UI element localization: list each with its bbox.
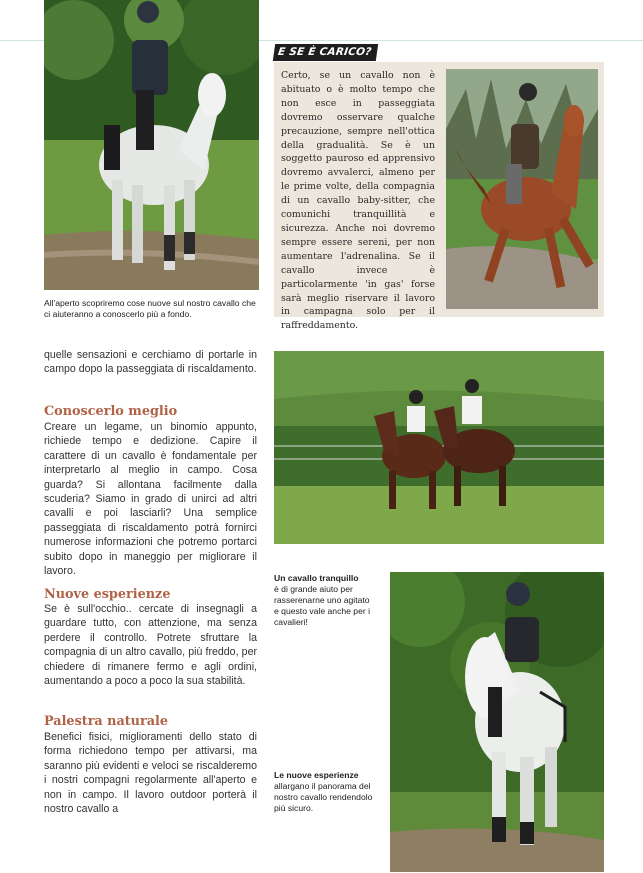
sidebar-title: E SE È CARICO? (273, 44, 379, 61)
caption-new-experiences (274, 770, 384, 814)
caption-calm-bold: Un cavallo tranquillo (274, 573, 359, 583)
text-nuove-esperienze: Se è sull'occhio.. cercate di insegnagli a guardare tutto, con attenzione, ma senza perdere il controllo. Potrete sfruttare la compagnia di un altro cavallo, più freddo, per chiedere di rimanere fermo e agli ordini, aumentando a poco a poco la sua stabilità. (44, 603, 257, 688)
text-palestra-naturale: Benefici fisici, miglioramenti dello stato di forma richiedono tempo per attivarsi, ma saranno più evidenti e veloci se riscalderemo i nostri compagni regolarmente all'aperto e non in campo. Il lavoro outdoor porterà il nostro cavallo a (44, 731, 257, 816)
caption-experiences-bold: Le nuove esperienze (274, 770, 359, 780)
heading-palestra-naturale: Palestra naturale (44, 714, 169, 729)
caption-calm-rest: è di grande aiuto per rasserenarne uno agitato e questo vale anche per i cavalieri! (274, 584, 371, 627)
photo-two-riders (274, 351, 604, 544)
text-conoscerlo-meglio: Creare un legame, un binomio appunto, richiede tempo e dedizione. Capire il carattere di un cavallo è fondamentale per interpretarlo al meglio in campo. Cosa guarda? Si allontana facilmente dalla scuderia? Siamo in grado di unirci ad altri cavalli e poi lasciarli? Una semplice passeggiata di riscaldamento potrà fornirci numerose informazioni che potremo portarci subito dopo in maneggio per migliorare il lavoro. (44, 421, 257, 578)
article-intro: quelle sensazioni e cerchiamo di portarle in campo dopo la passeggiata di riscaldamento. (44, 349, 257, 376)
heading-nuove-esperienze: Nuove esperienze (44, 587, 171, 602)
heading-conoscerlo-meglio: Conoscerlo meglio (44, 404, 178, 419)
photo-grey-horse-walking (44, 0, 259, 290)
photo-grey-horse-standing (390, 572, 604, 872)
photo-chestnut-horse (446, 69, 598, 309)
sidebar-text: Certo, se un cavallo non è abituato o è molto tempo che non esce in passeggiata dovremo osservare qualche precauzione, sempre nell'ottica della gradualità. Se è un soggetto pauroso ed apprensivo dovremo avvalerci, almeno per le prime volte, della compagnia di un cavallo baby-sitter, che comunichi tranquillità e sicurezza. Anche noi dovremo sempre essere sereni, per non aumentare l'adrenalina. Se il cavallo invece è particolarmente 'in gas' forse sarà meglio riservare il lavoro in campagna solo per il raffreddamento. (281, 70, 435, 332)
caption-calm-horse (274, 573, 372, 628)
caption-experiences-rest: allargano il panorama del nostro cavallo rendendolo più sicuro. (274, 781, 373, 813)
caption-outdoor: All'aperto scopriremo cose nuove sul nostro cavallo che ci aiuteranno a conoscerlo più a fondo. (44, 298, 256, 319)
